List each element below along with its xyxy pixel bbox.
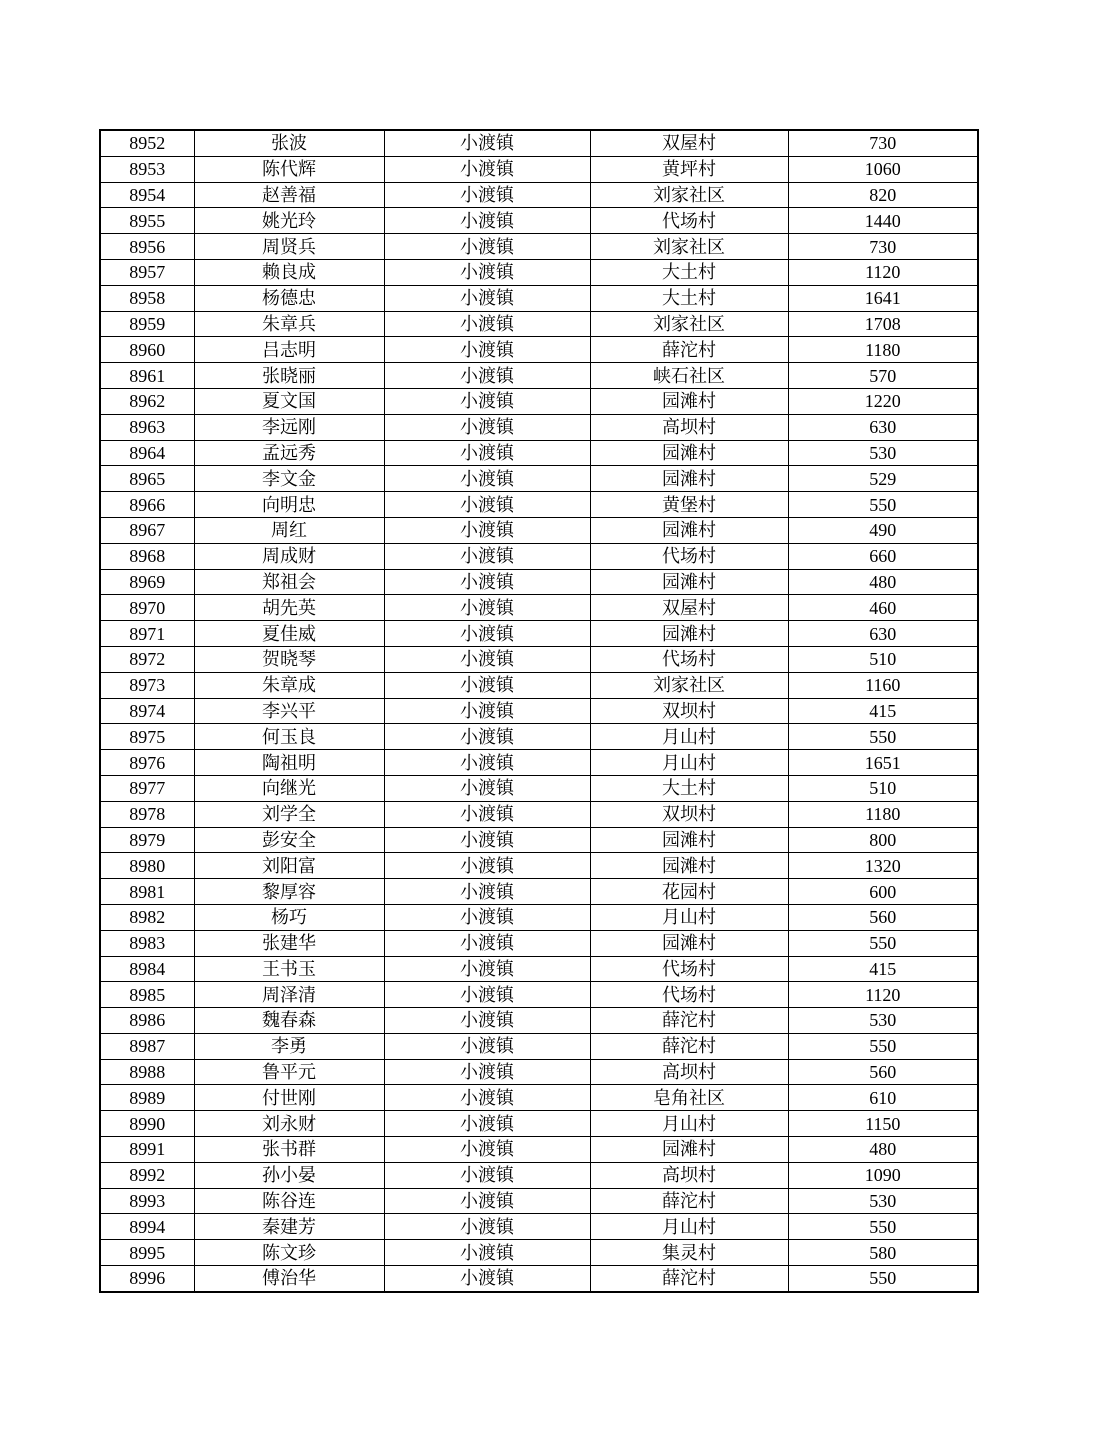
cell-record-id: 8960 — [100, 337, 194, 363]
cell-village: 薛沱村 — [590, 337, 788, 363]
table-row — [100, 466, 978, 492]
cell-amount: 530 — [788, 1188, 978, 1214]
cell-person-name: 陶祖明 — [194, 750, 384, 776]
table-row — [100, 904, 978, 930]
table-row — [100, 259, 978, 285]
table-row — [100, 363, 978, 389]
cell-person-name: 胡先英 — [194, 595, 384, 621]
cell-village: 园滩村 — [590, 517, 788, 543]
cell-amount: 1060 — [788, 156, 978, 182]
cell-amount: 550 — [788, 1033, 978, 1059]
cell-village: 薛沱村 — [590, 1008, 788, 1034]
cell-village: 薛沱村 — [590, 1188, 788, 1214]
cell-village: 园滩村 — [590, 569, 788, 595]
cell-amount: 1320 — [788, 853, 978, 879]
cell-amount: 1120 — [788, 259, 978, 285]
table-row — [100, 801, 978, 827]
cell-town: 小渡镇 — [384, 1137, 590, 1163]
cell-town: 小渡镇 — [384, 1162, 590, 1188]
cell-record-id: 8952 — [100, 130, 194, 156]
cell-village: 双坝村 — [590, 801, 788, 827]
cell-village: 刘家社区 — [590, 311, 788, 337]
cell-record-id: 8992 — [100, 1162, 194, 1188]
cell-person-name: 贺晓琴 — [194, 646, 384, 672]
table-row — [100, 569, 978, 595]
cell-record-id: 8958 — [100, 285, 194, 311]
cell-person-name: 张波 — [194, 130, 384, 156]
cell-town: 小渡镇 — [384, 1033, 590, 1059]
table-row — [100, 930, 978, 956]
cell-amount: 1150 — [788, 1111, 978, 1137]
table-row — [100, 853, 978, 879]
cell-person-name: 魏春森 — [194, 1008, 384, 1034]
cell-amount: 480 — [788, 1137, 978, 1163]
table-row — [100, 156, 978, 182]
cell-town: 小渡镇 — [384, 595, 590, 621]
cell-record-id: 8983 — [100, 930, 194, 956]
cell-village: 园滩村 — [590, 440, 788, 466]
cell-village: 代场村 — [590, 543, 788, 569]
cell-person-name: 刘阳富 — [194, 853, 384, 879]
cell-amount: 510 — [788, 646, 978, 672]
cell-town: 小渡镇 — [384, 440, 590, 466]
cell-village: 月山村 — [590, 1111, 788, 1137]
cell-record-id: 8971 — [100, 621, 194, 647]
cell-record-id: 8987 — [100, 1033, 194, 1059]
cell-person-name: 向明忠 — [194, 492, 384, 518]
cell-village: 峡石社区 — [590, 363, 788, 389]
cell-town: 小渡镇 — [384, 1059, 590, 1085]
cell-person-name: 周贤兵 — [194, 234, 384, 260]
table-row — [100, 827, 978, 853]
cell-town: 小渡镇 — [384, 259, 590, 285]
cell-village: 园滩村 — [590, 388, 788, 414]
cell-record-id: 8993 — [100, 1188, 194, 1214]
cell-amount: 560 — [788, 904, 978, 930]
cell-amount: 550 — [788, 492, 978, 518]
cell-town: 小渡镇 — [384, 853, 590, 879]
table-row — [100, 1188, 978, 1214]
cell-person-name: 朱章成 — [194, 672, 384, 698]
cell-record-id: 8975 — [100, 724, 194, 750]
table-row — [100, 750, 978, 776]
cell-village: 黄堡村 — [590, 492, 788, 518]
cell-town: 小渡镇 — [384, 1214, 590, 1240]
cell-town: 小渡镇 — [384, 930, 590, 956]
cell-village: 园滩村 — [590, 827, 788, 853]
cell-person-name: 杨德忠 — [194, 285, 384, 311]
cell-town: 小渡镇 — [384, 414, 590, 440]
cell-amount: 1090 — [788, 1162, 978, 1188]
cell-town: 小渡镇 — [384, 337, 590, 363]
cell-village: 大土村 — [590, 285, 788, 311]
roster-table — [99, 129, 979, 1293]
cell-record-id: 8967 — [100, 517, 194, 543]
cell-village: 刘家社区 — [590, 182, 788, 208]
table-row — [100, 956, 978, 982]
cell-town: 小渡镇 — [384, 182, 590, 208]
cell-person-name: 李兴平 — [194, 698, 384, 724]
table-row — [100, 311, 978, 337]
cell-record-id: 8955 — [100, 208, 194, 234]
cell-amount: 1160 — [788, 672, 978, 698]
table-row — [100, 543, 978, 569]
cell-record-id: 8988 — [100, 1059, 194, 1085]
table-row — [100, 1266, 978, 1292]
cell-town: 小渡镇 — [384, 156, 590, 182]
cell-person-name: 陈谷连 — [194, 1188, 384, 1214]
cell-town: 小渡镇 — [384, 311, 590, 337]
cell-person-name: 付世刚 — [194, 1085, 384, 1111]
cell-amount: 730 — [788, 130, 978, 156]
table-row — [100, 414, 978, 440]
cell-record-id: 8963 — [100, 414, 194, 440]
cell-village: 大土村 — [590, 775, 788, 801]
table-row — [100, 646, 978, 672]
cell-record-id: 8991 — [100, 1137, 194, 1163]
cell-amount: 1220 — [788, 388, 978, 414]
cell-person-name: 张晓丽 — [194, 363, 384, 389]
cell-amount: 610 — [788, 1085, 978, 1111]
cell-amount: 1180 — [788, 801, 978, 827]
cell-record-id: 8979 — [100, 827, 194, 853]
cell-amount: 510 — [788, 775, 978, 801]
cell-amount: 800 — [788, 827, 978, 853]
cell-village: 刘家社区 — [590, 672, 788, 698]
table-row — [100, 1059, 978, 1085]
cell-record-id: 8964 — [100, 440, 194, 466]
table-row — [100, 879, 978, 905]
cell-amount: 550 — [788, 1266, 978, 1292]
cell-person-name: 郑祖会 — [194, 569, 384, 595]
cell-amount: 1641 — [788, 285, 978, 311]
cell-person-name: 李远刚 — [194, 414, 384, 440]
cell-person-name: 孟远秀 — [194, 440, 384, 466]
cell-person-name: 刘永财 — [194, 1111, 384, 1137]
cell-record-id: 8990 — [100, 1111, 194, 1137]
cell-town: 小渡镇 — [384, 672, 590, 698]
cell-record-id: 8965 — [100, 466, 194, 492]
cell-village: 园滩村 — [590, 930, 788, 956]
cell-town: 小渡镇 — [384, 724, 590, 750]
cell-town: 小渡镇 — [384, 827, 590, 853]
cell-record-id: 8972 — [100, 646, 194, 672]
cell-village: 园滩村 — [590, 466, 788, 492]
cell-village: 薛沱村 — [590, 1266, 788, 1292]
cell-record-id: 8980 — [100, 853, 194, 879]
cell-town: 小渡镇 — [384, 466, 590, 492]
table-row — [100, 1033, 978, 1059]
cell-amount: 630 — [788, 621, 978, 647]
cell-town: 小渡镇 — [384, 388, 590, 414]
cell-village: 代场村 — [590, 956, 788, 982]
table-row — [100, 208, 978, 234]
cell-town: 小渡镇 — [384, 956, 590, 982]
cell-person-name: 陈代辉 — [194, 156, 384, 182]
cell-village: 刘家社区 — [590, 234, 788, 260]
cell-town: 小渡镇 — [384, 801, 590, 827]
table-row — [100, 1240, 978, 1266]
table-row — [100, 337, 978, 363]
cell-person-name: 刘学全 — [194, 801, 384, 827]
cell-record-id: 8962 — [100, 388, 194, 414]
cell-amount: 550 — [788, 1214, 978, 1240]
cell-town: 小渡镇 — [384, 646, 590, 672]
cell-person-name: 夏文国 — [194, 388, 384, 414]
cell-town: 小渡镇 — [384, 1266, 590, 1292]
cell-record-id: 8959 — [100, 311, 194, 337]
cell-person-name: 张建华 — [194, 930, 384, 956]
table-row — [100, 1008, 978, 1034]
cell-person-name: 杨巧 — [194, 904, 384, 930]
roster-table-body — [100, 130, 978, 1292]
cell-amount: 415 — [788, 698, 978, 724]
cell-town: 小渡镇 — [384, 130, 590, 156]
cell-town: 小渡镇 — [384, 1240, 590, 1266]
table-row — [100, 492, 978, 518]
cell-village: 月山村 — [590, 750, 788, 776]
cell-town: 小渡镇 — [384, 904, 590, 930]
cell-amount: 730 — [788, 234, 978, 260]
cell-record-id: 8982 — [100, 904, 194, 930]
cell-person-name: 陈文珍 — [194, 1240, 384, 1266]
cell-person-name: 赖良成 — [194, 259, 384, 285]
cell-town: 小渡镇 — [384, 698, 590, 724]
table-row — [100, 1162, 978, 1188]
cell-record-id: 8994 — [100, 1214, 194, 1240]
cell-amount: 550 — [788, 930, 978, 956]
cell-person-name: 李勇 — [194, 1033, 384, 1059]
cell-town: 小渡镇 — [384, 1085, 590, 1111]
cell-town: 小渡镇 — [384, 621, 590, 647]
cell-town: 小渡镇 — [384, 363, 590, 389]
table-row — [100, 698, 978, 724]
cell-person-name: 秦建芳 — [194, 1214, 384, 1240]
cell-village: 双坝村 — [590, 698, 788, 724]
cell-person-name: 何玉良 — [194, 724, 384, 750]
cell-amount: 570 — [788, 363, 978, 389]
cell-amount: 580 — [788, 1240, 978, 1266]
cell-amount: 1708 — [788, 311, 978, 337]
cell-person-name: 周成财 — [194, 543, 384, 569]
cell-person-name: 吕志明 — [194, 337, 384, 363]
cell-person-name: 赵善福 — [194, 182, 384, 208]
cell-record-id: 8977 — [100, 775, 194, 801]
cell-village: 黄坪村 — [590, 156, 788, 182]
table-row — [100, 440, 978, 466]
table-row — [100, 285, 978, 311]
table-row — [100, 982, 978, 1008]
cell-village: 代场村 — [590, 982, 788, 1008]
cell-person-name: 朱章兵 — [194, 311, 384, 337]
cell-amount: 415 — [788, 956, 978, 982]
cell-person-name: 向继光 — [194, 775, 384, 801]
cell-amount: 1180 — [788, 337, 978, 363]
table-row — [100, 1085, 978, 1111]
cell-town: 小渡镇 — [384, 1008, 590, 1034]
cell-amount: 630 — [788, 414, 978, 440]
cell-amount: 550 — [788, 724, 978, 750]
cell-record-id: 8957 — [100, 259, 194, 285]
cell-town: 小渡镇 — [384, 234, 590, 260]
cell-record-id: 8981 — [100, 879, 194, 905]
cell-record-id: 8954 — [100, 182, 194, 208]
cell-record-id: 8984 — [100, 956, 194, 982]
cell-village: 高坝村 — [590, 1162, 788, 1188]
cell-town: 小渡镇 — [384, 879, 590, 905]
cell-village: 月山村 — [590, 724, 788, 750]
cell-town: 小渡镇 — [384, 982, 590, 1008]
cell-record-id: 8973 — [100, 672, 194, 698]
cell-town: 小渡镇 — [384, 569, 590, 595]
cell-town: 小渡镇 — [384, 492, 590, 518]
cell-person-name: 姚光玲 — [194, 208, 384, 234]
cell-village: 双屋村 — [590, 130, 788, 156]
table-row — [100, 1137, 978, 1163]
cell-village: 双屋村 — [590, 595, 788, 621]
cell-record-id: 8976 — [100, 750, 194, 776]
cell-person-name: 鲁平元 — [194, 1059, 384, 1085]
cell-record-id: 8974 — [100, 698, 194, 724]
cell-amount: 530 — [788, 440, 978, 466]
cell-record-id: 8969 — [100, 569, 194, 595]
cell-village: 代场村 — [590, 646, 788, 672]
cell-record-id: 8978 — [100, 801, 194, 827]
cell-village: 集灵村 — [590, 1240, 788, 1266]
cell-amount: 480 — [788, 569, 978, 595]
cell-amount: 1120 — [788, 982, 978, 1008]
cell-village: 皂角社区 — [590, 1085, 788, 1111]
cell-town: 小渡镇 — [384, 750, 590, 776]
cell-record-id: 8966 — [100, 492, 194, 518]
cell-village: 园滩村 — [590, 621, 788, 647]
cell-town: 小渡镇 — [384, 208, 590, 234]
cell-person-name: 孙小晏 — [194, 1162, 384, 1188]
cell-village: 园滩村 — [590, 1137, 788, 1163]
table-row — [100, 672, 978, 698]
cell-amount: 1651 — [788, 750, 978, 776]
cell-record-id: 8989 — [100, 1085, 194, 1111]
table-row — [100, 234, 978, 260]
cell-person-name: 周泽清 — [194, 982, 384, 1008]
cell-village: 代场村 — [590, 208, 788, 234]
cell-record-id: 8985 — [100, 982, 194, 1008]
cell-village: 高坝村 — [590, 1059, 788, 1085]
cell-amount: 660 — [788, 543, 978, 569]
table-row — [100, 130, 978, 156]
cell-town: 小渡镇 — [384, 1111, 590, 1137]
cell-amount: 1440 — [788, 208, 978, 234]
cell-person-name: 李文金 — [194, 466, 384, 492]
cell-amount: 460 — [788, 595, 978, 621]
cell-record-id: 8996 — [100, 1266, 194, 1292]
cell-record-id: 8961 — [100, 363, 194, 389]
cell-amount: 490 — [788, 517, 978, 543]
cell-village: 花园村 — [590, 879, 788, 905]
table-row — [100, 775, 978, 801]
table-row — [100, 1111, 978, 1137]
cell-town: 小渡镇 — [384, 1188, 590, 1214]
cell-amount: 530 — [788, 1008, 978, 1034]
cell-village: 月山村 — [590, 904, 788, 930]
cell-person-name: 周红 — [194, 517, 384, 543]
cell-village: 月山村 — [590, 1214, 788, 1240]
cell-amount: 600 — [788, 879, 978, 905]
cell-person-name: 傅治华 — [194, 1266, 384, 1292]
cell-town: 小渡镇 — [384, 517, 590, 543]
cell-village: 大土村 — [590, 259, 788, 285]
cell-amount: 529 — [788, 466, 978, 492]
table-row — [100, 517, 978, 543]
cell-village: 高坝村 — [590, 414, 788, 440]
cell-record-id: 8968 — [100, 543, 194, 569]
cell-person-name: 王书玉 — [194, 956, 384, 982]
cell-town: 小渡镇 — [384, 543, 590, 569]
cell-town: 小渡镇 — [384, 775, 590, 801]
table-row — [100, 1214, 978, 1240]
cell-record-id: 8970 — [100, 595, 194, 621]
table-row — [100, 621, 978, 647]
cell-village: 薛沱村 — [590, 1033, 788, 1059]
cell-record-id: 8953 — [100, 156, 194, 182]
table-row — [100, 388, 978, 414]
cell-amount: 560 — [788, 1059, 978, 1085]
cell-record-id: 8956 — [100, 234, 194, 260]
table-row — [100, 724, 978, 750]
cell-town: 小渡镇 — [384, 285, 590, 311]
cell-amount: 820 — [788, 182, 978, 208]
cell-village: 园滩村 — [590, 853, 788, 879]
table-row — [100, 595, 978, 621]
table-row — [100, 182, 978, 208]
cell-person-name: 黎厚容 — [194, 879, 384, 905]
cell-record-id: 8986 — [100, 1008, 194, 1034]
cell-person-name: 张书群 — [194, 1137, 384, 1163]
cell-person-name: 彭安全 — [194, 827, 384, 853]
cell-record-id: 8995 — [100, 1240, 194, 1266]
cell-person-name: 夏佳威 — [194, 621, 384, 647]
